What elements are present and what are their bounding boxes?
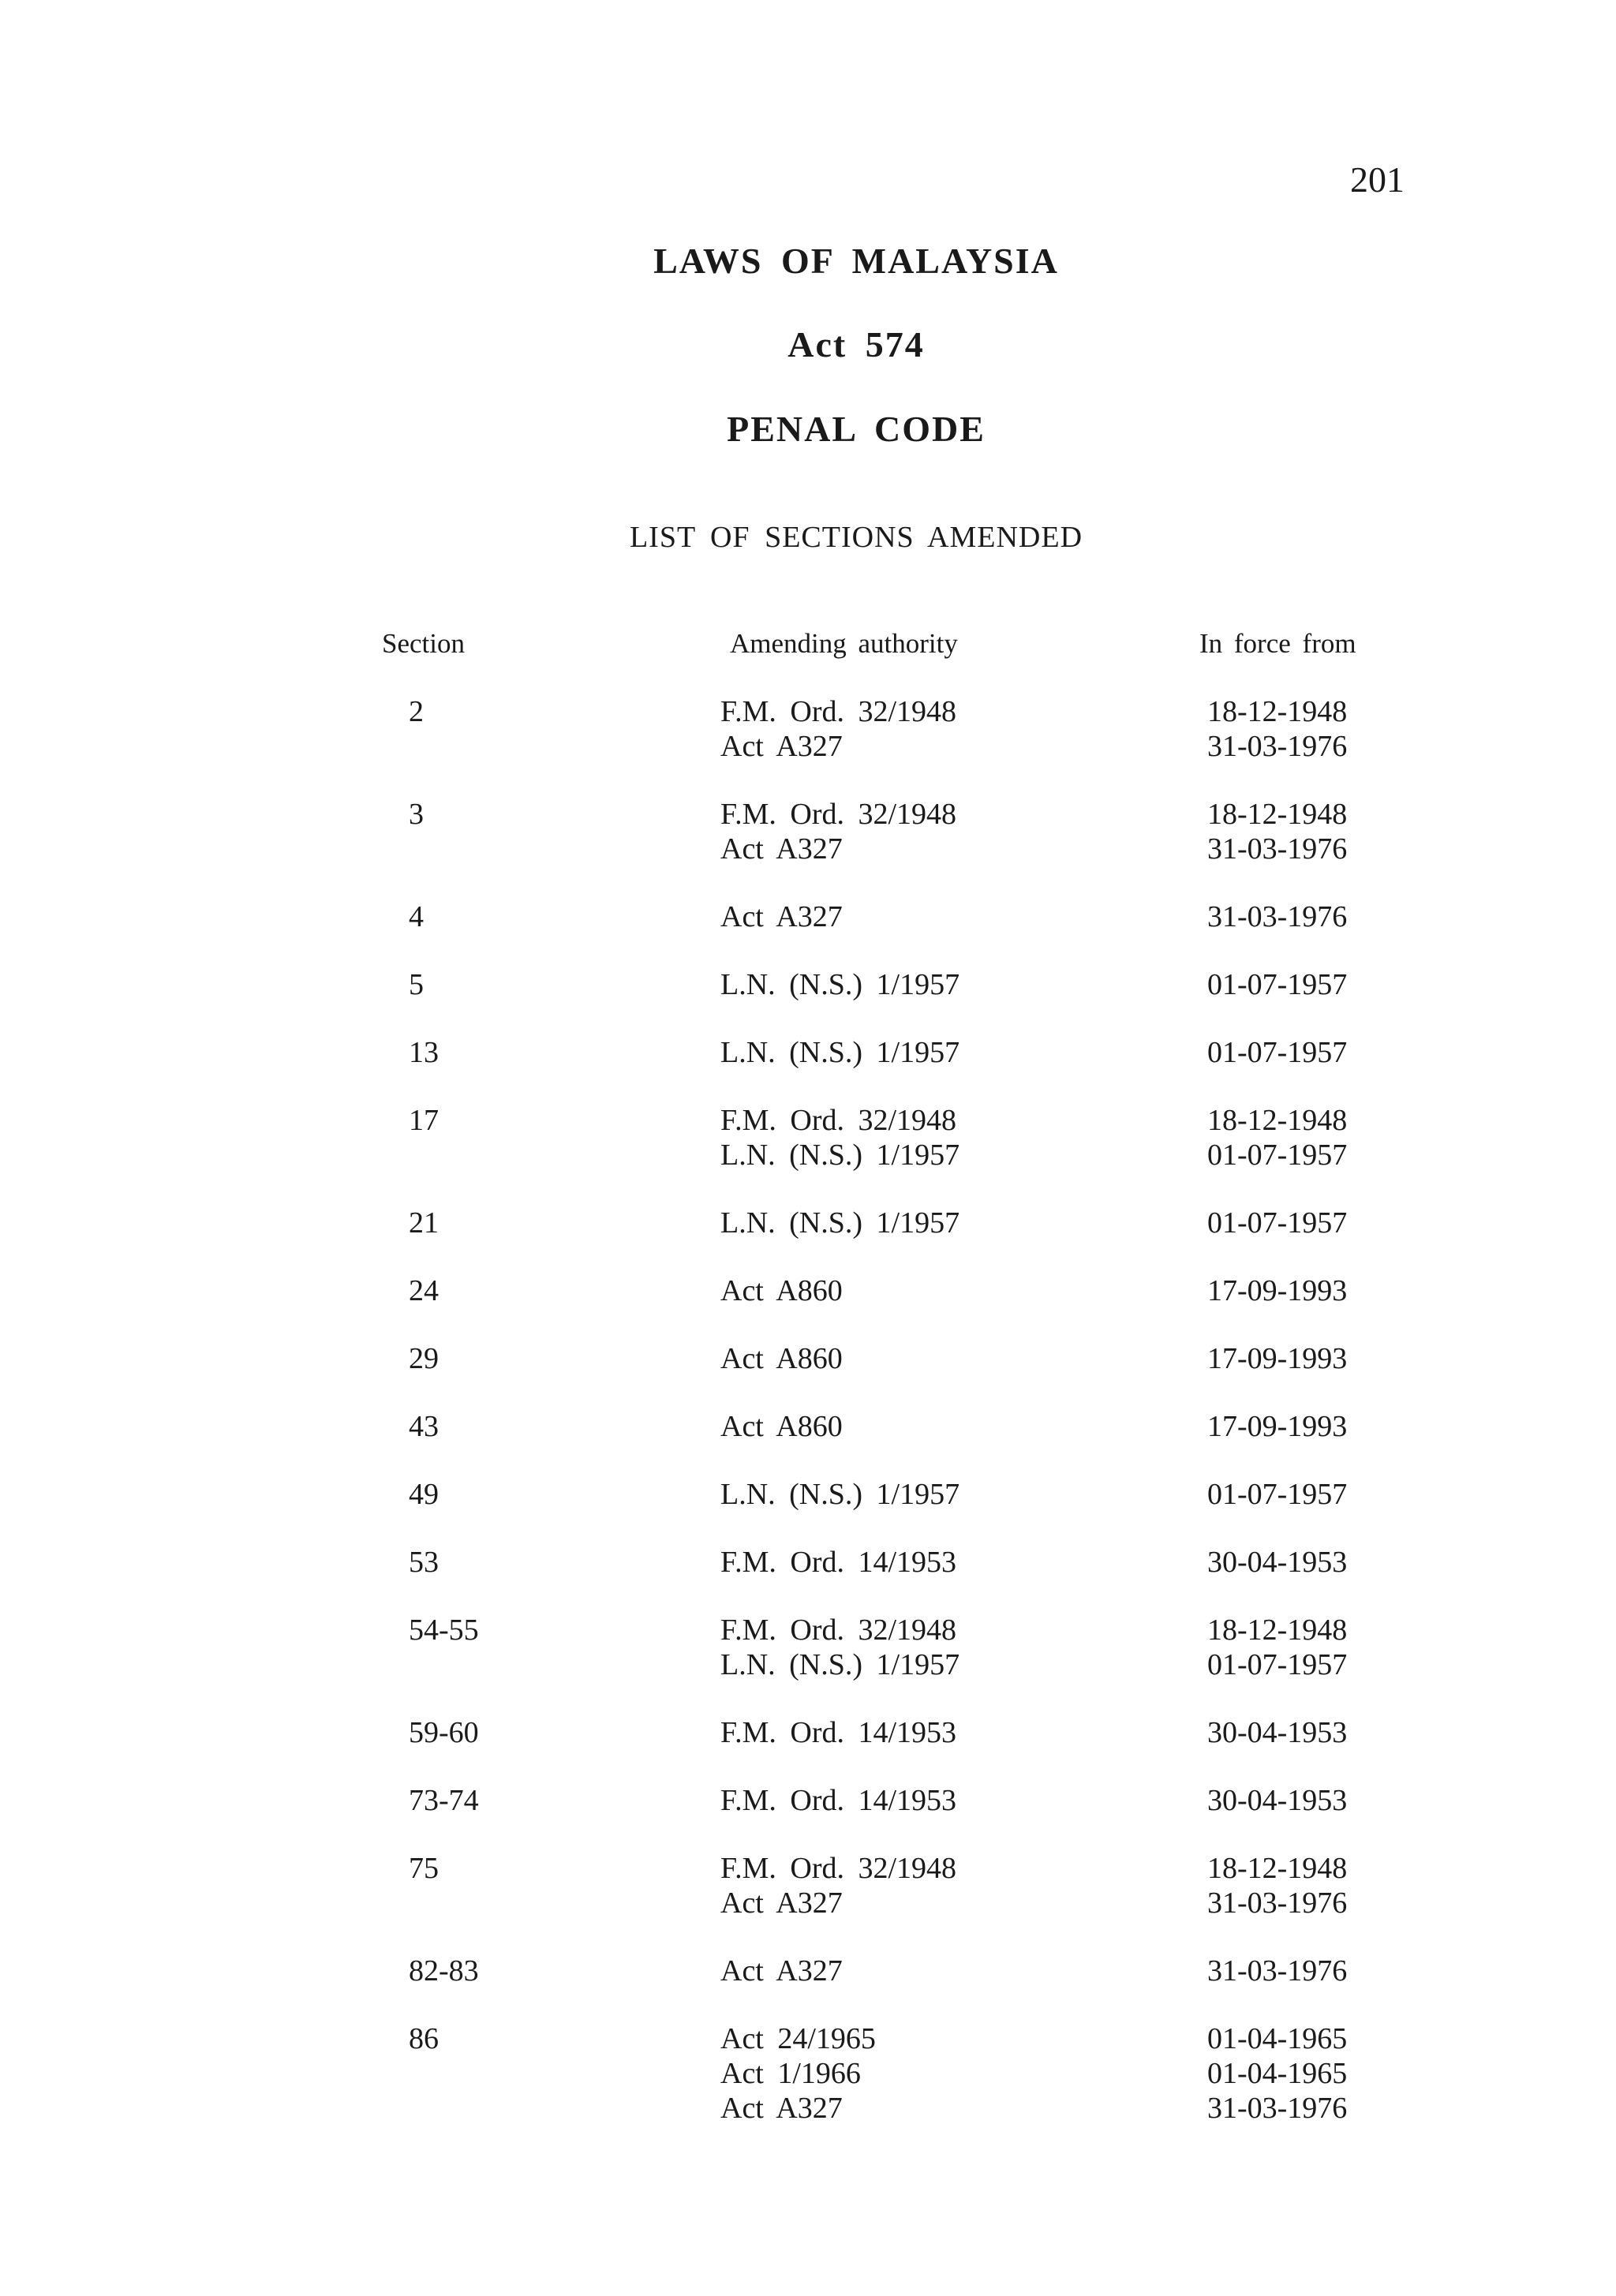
amending-authority-cell (720, 1851, 956, 1920)
table-row (0, 1783, 1616, 1851)
amending-authority: L.N. (N.S.) 1/1957 (720, 1648, 960, 1681)
table-row (0, 1341, 1616, 1409)
column-header-section: Section (382, 628, 465, 659)
amending-authority-cell (720, 1783, 956, 1818)
in-force-date-cell (1207, 1477, 1347, 1512)
table-row (0, 797, 1616, 899)
amending-authority-cell (720, 1035, 960, 1070)
in-force-date: 01-07-1957 (1207, 1139, 1348, 1172)
amending-authority: F.M. Ord. 14/1953 (720, 1784, 957, 1817)
in-force-date: 30-04-1953 (1207, 1784, 1348, 1817)
title-laws: LAWS OF MALAYSIA (653, 241, 1059, 281)
in-force-date: 17-09-1993 (1207, 1342, 1348, 1375)
amending-authority-cell (720, 1273, 843, 1308)
in-force-date-cell (1207, 1783, 1347, 1818)
amending-authority-cell (720, 1477, 960, 1512)
in-force-date: 01-04-1965 (1207, 2057, 1348, 2090)
amending-authority-cell (720, 1103, 960, 1172)
amending-authority-cell (720, 1613, 960, 1682)
table-row (0, 1477, 1616, 1545)
amending-authority: Act A327 (720, 832, 843, 866)
amendments-table (0, 694, 1616, 2159)
section-number: 75 (409, 1852, 439, 1885)
amending-authority: L.N. (N.S.) 1/1957 (720, 1478, 960, 1511)
section-number: 86 (409, 2022, 439, 2055)
title-penal-code: PENAL CODE (727, 409, 986, 449)
amending-authority: F.M. Ord. 14/1953 (720, 1546, 957, 1579)
section-number: 24 (409, 1274, 439, 1307)
in-force-date: 31-03-1976 (1207, 1887, 1348, 1920)
table-row (0, 2021, 1616, 2159)
amending-authority-cell (720, 899, 843, 934)
page-number: 201 (1350, 159, 1405, 200)
amending-authority: Act A860 (720, 1410, 843, 1443)
table-row (0, 1273, 1616, 1341)
section-number: 49 (409, 1478, 439, 1511)
amending-authority: Act A327 (720, 900, 843, 933)
section-number: 2 (409, 695, 424, 728)
amending-authority: Act A327 (720, 2092, 843, 2125)
in-force-date: 18-12-1948 (1207, 1852, 1348, 1885)
in-force-date-cell (1207, 1103, 1347, 1172)
in-force-date: 18-12-1948 (1207, 798, 1348, 831)
table-row (0, 1409, 1616, 1477)
in-force-date-cell (1207, 1409, 1347, 1444)
amending-authority-cell (720, 2021, 876, 2126)
in-force-date: 01-07-1957 (1207, 1206, 1348, 1240)
amending-authority: F.M. Ord. 14/1953 (720, 1716, 957, 1749)
amending-authority: F.M. Ord. 32/1948 (720, 1104, 957, 1137)
in-force-date-cell (1207, 797, 1347, 866)
section-number: 13 (409, 1036, 439, 1069)
in-force-date-cell (1207, 2021, 1347, 2126)
in-force-date: 18-12-1948 (1207, 695, 1348, 728)
section-number: 53 (409, 1546, 439, 1579)
table-row (0, 1851, 1616, 1954)
in-force-date: 17-09-1993 (1207, 1410, 1348, 1443)
section-number: 3 (409, 798, 424, 831)
amending-authority: Act A327 (720, 730, 843, 763)
in-force-date-cell (1207, 694, 1347, 764)
amending-authority: L.N. (N.S.) 1/1957 (720, 1206, 960, 1240)
section-number: 73-74 (409, 1784, 479, 1817)
table-row (0, 694, 1616, 797)
in-force-date: 30-04-1953 (1207, 1716, 1348, 1749)
table-row (0, 1613, 1616, 1715)
title-act-number: Act 574 (787, 324, 925, 365)
table-row (0, 1035, 1616, 1103)
section-number: 54-55 (409, 1614, 479, 1647)
in-force-date-cell (1207, 1545, 1347, 1580)
in-force-date: 01-07-1957 (1207, 1478, 1348, 1511)
amending-authority: F.M. Ord. 32/1948 (720, 695, 957, 728)
in-force-date-cell (1207, 1613, 1347, 1682)
in-force-date: 01-04-1965 (1207, 2022, 1348, 2055)
in-force-date-cell (1207, 1341, 1347, 1376)
amending-authority-cell (720, 1206, 960, 1240)
in-force-date: 18-12-1948 (1207, 1614, 1348, 1647)
amending-authority: F.M. Ord. 32/1948 (720, 1614, 957, 1647)
in-force-date: 01-07-1957 (1207, 1036, 1348, 1069)
in-force-date-cell (1207, 1954, 1347, 1988)
amending-authority: Act A327 (720, 1954, 843, 1987)
section-number: 43 (409, 1410, 439, 1443)
amending-authority-cell (720, 1545, 956, 1580)
table-row (0, 1103, 1616, 1206)
amending-authority-cell (720, 1341, 843, 1376)
section-number: 17 (409, 1104, 439, 1137)
amending-authority: Act A327 (720, 1887, 843, 1920)
in-force-date-cell (1207, 1715, 1347, 1750)
in-force-date-cell (1207, 1206, 1347, 1240)
table-row (0, 899, 1616, 967)
in-force-date: 31-03-1976 (1207, 900, 1348, 933)
table-row (0, 1715, 1616, 1783)
amending-authority: L.N. (N.S.) 1/1957 (720, 1036, 960, 1069)
amending-authority-cell (720, 1715, 956, 1750)
in-force-date: 30-04-1953 (1207, 1546, 1348, 1579)
table-row (0, 967, 1616, 1035)
in-force-date: 01-07-1957 (1207, 1648, 1348, 1681)
in-force-date-cell (1207, 967, 1347, 1002)
amending-authority-cell (720, 1954, 843, 1988)
amending-authority-cell (720, 694, 956, 764)
section-number: 59-60 (409, 1716, 479, 1749)
table-row (0, 1545, 1616, 1613)
section-number: 5 (409, 968, 424, 1001)
amending-authority: Act A860 (720, 1342, 843, 1375)
in-force-date: 17-09-1993 (1207, 1274, 1348, 1307)
in-force-date-cell (1207, 1851, 1347, 1920)
in-force-date: 31-03-1976 (1207, 2092, 1348, 2125)
amending-authority: Act A860 (720, 1274, 843, 1307)
amending-authority: Act 1/1966 (720, 2057, 861, 2090)
list-heading: LIST OF SECTIONS AMENDED (629, 521, 1083, 554)
in-force-date: 18-12-1948 (1207, 1104, 1348, 1137)
amending-authority: L.N. (N.S.) 1/1957 (720, 968, 960, 1001)
amending-authority: F.M. Ord. 32/1948 (720, 798, 957, 831)
in-force-date: 31-03-1976 (1207, 1954, 1348, 1987)
in-force-date-cell (1207, 1035, 1347, 1070)
table-row (0, 1206, 1616, 1273)
in-force-date-cell (1207, 899, 1347, 934)
in-force-date: 31-03-1976 (1207, 730, 1348, 763)
amending-authority-cell (720, 1409, 843, 1444)
in-force-date: 31-03-1976 (1207, 832, 1348, 866)
section-number: 82-83 (409, 1954, 479, 1987)
in-force-date-cell (1207, 1273, 1347, 1308)
amending-authority: Act 24/1965 (720, 2022, 876, 2055)
section-number: 4 (409, 900, 424, 933)
column-header-authority: Amending authority (730, 628, 958, 659)
column-header-in-force: In force from (1199, 628, 1356, 659)
amending-authority-cell (720, 967, 960, 1002)
amending-authority-cell (720, 797, 956, 866)
section-number: 29 (409, 1342, 439, 1375)
table-row (0, 1954, 1616, 2021)
section-number: 21 (409, 1206, 439, 1240)
amending-authority: F.M. Ord. 32/1948 (720, 1852, 957, 1885)
amending-authority: L.N. (N.S.) 1/1957 (720, 1139, 960, 1172)
in-force-date: 01-07-1957 (1207, 968, 1348, 1001)
